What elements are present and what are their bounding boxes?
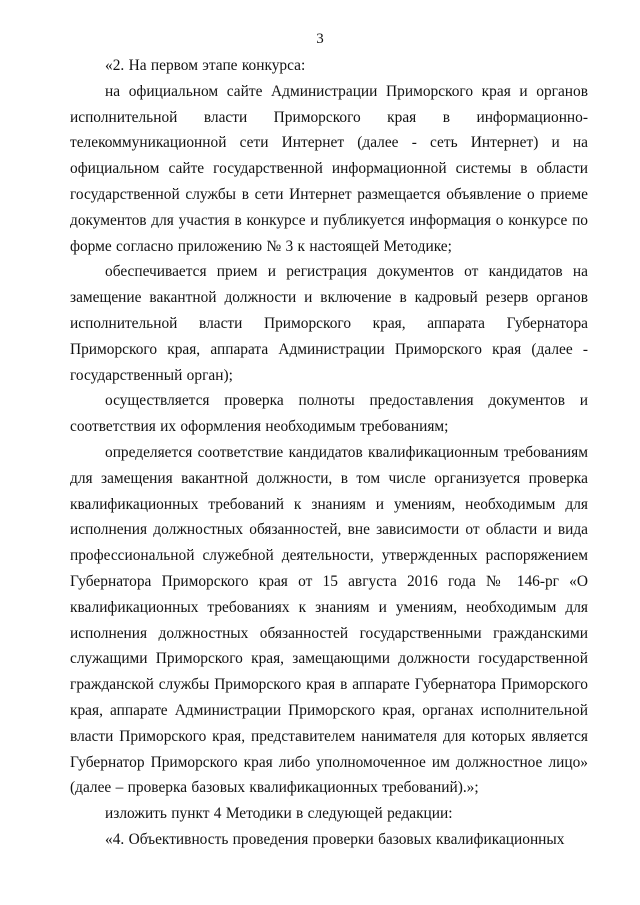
page-number: 3 xyxy=(316,31,324,47)
document-body xyxy=(70,53,588,853)
paragraph-document-registration: обеспечивается прием и регистрация документов от кандидатов на замещение вакантной должности и включение в кадровый резерв органов исполнительной власти Приморского края, аппарата Губернатора Приморского края, аппарата Администрации Приморского края (далее - государственный орган); xyxy=(70,263,588,384)
paragraph-clause-4-text: «4. Объективность проведения проверки базовых квалификационных xyxy=(105,830,565,848)
paragraph-completeness-check: осуществляется проверка полноты предоставления документов и соответствия их оформления необходимым требованиям; xyxy=(70,392,588,436)
paragraph-amend-clause-4: изложить пункт 4 Методики в следующей редакции: xyxy=(105,805,453,823)
paragraph-official-site-announcement: на официальном сайте Администрации Приморского края и органов исполнительной власти Приморского края в информационно-телекоммуникационной сети Интернет (далее - сеть Интернет) и на официальном сайте государственной информационной системы в области государственной службы в сети Интернет размещается объявление о приеме документов для участия в конкурсе и публикуется информация о конкурсе по форме согласно приложению № 3 к настоящей Методике; xyxy=(70,82,588,255)
paragraph-qualification-requirements: определяется соответствие кандидатов квалификационным требованиям для замещения вакантной должности, в том числе организуется проверка квалификационных требований к знаниям и умениям, необходимым для исполнения должностных обязанностей, вне зависимости от области и вида профессиональной служебной деятельности, утвержденных распоряжением Губернатора Приморского края от 15 августа 2016 года № 146-рг «О квалификационных требованиях к знаниям и умениям, необходимым для исполнения должностных обязанностей государственными гражданскими служащими Приморского края, замещающими должности государственной гражданской службы Приморского края в аппарате Губернатора Приморского края, аппарате Администрации Приморского края, органах исполнительной власти Приморского края, представителем нанимателя для которых является Губернатор Приморского края либо уполномоченное им должностное лицо» (далее – проверка базовых квалификационных требований).»; xyxy=(70,443,588,797)
paragraph-first-stage-heading: «2. На первом этапе конкурса: xyxy=(105,57,306,74)
